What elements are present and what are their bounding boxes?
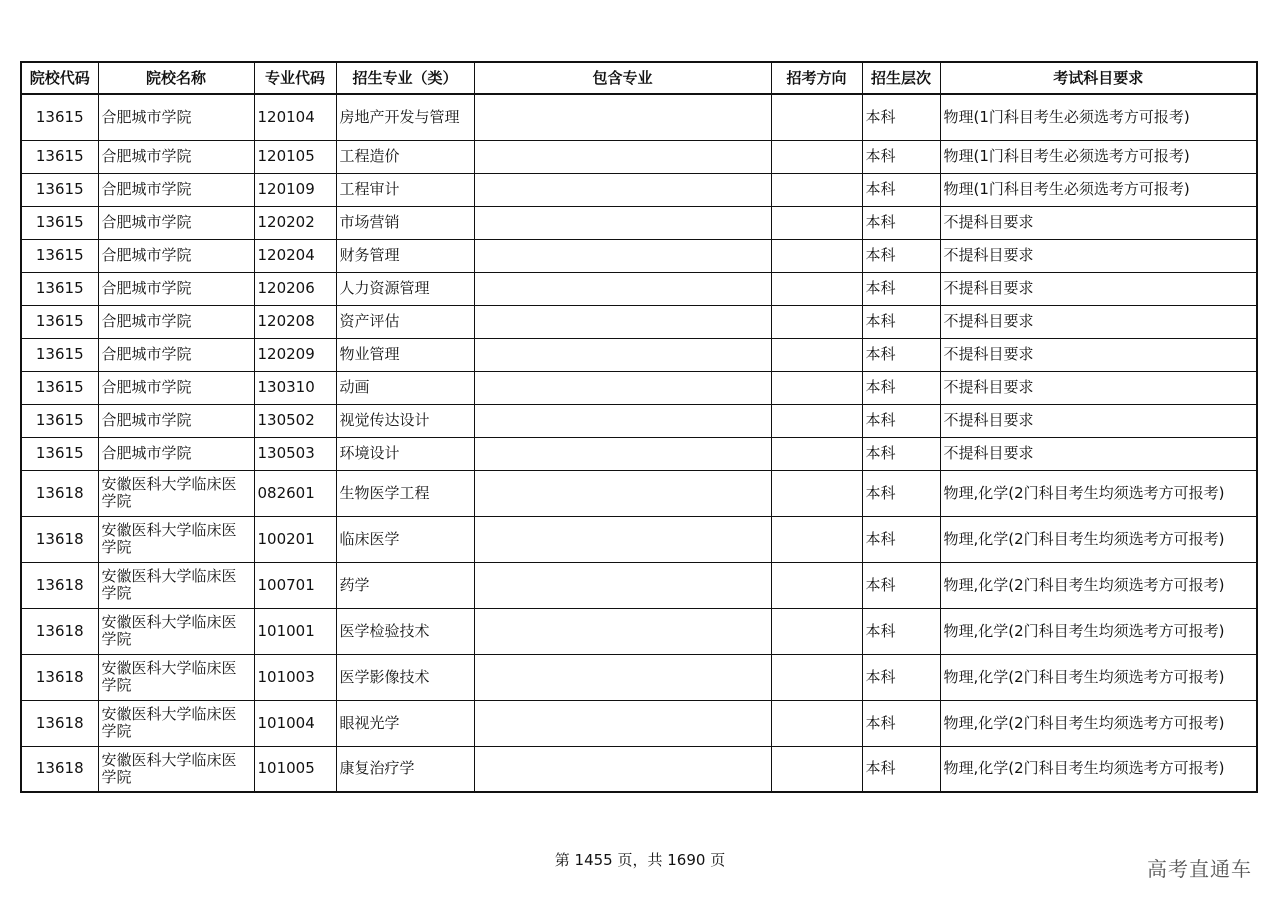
cell-level: 本科 (862, 94, 940, 140)
admission-table (20, 61, 1258, 793)
cell-level: 本科 (862, 516, 940, 562)
cell-direction (771, 700, 862, 746)
header-level: 招生层次 (862, 62, 940, 94)
cell-major-code: 101001 (254, 608, 336, 654)
cell-major: 眼视光学 (336, 700, 474, 746)
cell-school-name: 安徽医科大学临床医学院 (98, 746, 254, 792)
cell-major: 生物医学工程 (336, 470, 474, 516)
cell-major: 工程造价 (336, 140, 474, 173)
cell-direction (771, 437, 862, 470)
table-row (21, 173, 1257, 206)
table-row (21, 206, 1257, 239)
cell-school-name: 安徽医科大学临床医学院 (98, 516, 254, 562)
cell-school-name: 合肥城市学院 (98, 173, 254, 206)
cell-school-name: 合肥城市学院 (98, 404, 254, 437)
cell-requirement: 不提科目要求 (940, 239, 1257, 272)
cell-school-code: 13618 (21, 746, 98, 792)
cell-direction (771, 239, 862, 272)
cell-level: 本科 (862, 404, 940, 437)
cell-school-code: 13618 (21, 470, 98, 516)
cell-major-code: 130502 (254, 404, 336, 437)
cell-requirement: 物理,化学(2门科目考生均须选考方可报考) (940, 608, 1257, 654)
cell-included-majors (474, 206, 771, 239)
cell-major-code: 120104 (254, 94, 336, 140)
cell-school-name: 合肥城市学院 (98, 206, 254, 239)
header-requirement: 考试科目要求 (940, 62, 1257, 94)
cell-major-code: 101003 (254, 654, 336, 700)
cell-school-name: 安徽医科大学临床医学院 (98, 608, 254, 654)
cell-requirement: 物理,化学(2门科目考生均须选考方可报考) (940, 516, 1257, 562)
cell-included-majors (474, 94, 771, 140)
cell-direction (771, 140, 862, 173)
cell-level: 本科 (862, 562, 940, 608)
cell-major: 人力资源管理 (336, 272, 474, 305)
cell-level: 本科 (862, 608, 940, 654)
cell-direction (771, 608, 862, 654)
cell-school-name: 合肥城市学院 (98, 272, 254, 305)
cell-included-majors (474, 608, 771, 654)
cell-level: 本科 (862, 371, 940, 404)
header-school-name: 院校名称 (98, 62, 254, 94)
table-row (21, 272, 1257, 305)
cell-major: 视觉传达设计 (336, 404, 474, 437)
cell-requirement: 不提科目要求 (940, 272, 1257, 305)
cell-requirement: 不提科目要求 (940, 437, 1257, 470)
table-row (21, 239, 1257, 272)
cell-level: 本科 (862, 654, 940, 700)
cell-school-code: 13618 (21, 700, 98, 746)
watermark: 高考直通车 (1147, 857, 1252, 881)
cell-school-name: 安徽医科大学临床医学院 (98, 654, 254, 700)
cell-direction (771, 470, 862, 516)
cell-level: 本科 (862, 272, 940, 305)
cell-direction (771, 404, 862, 437)
cell-included-majors (474, 239, 771, 272)
cell-level: 本科 (862, 746, 940, 792)
cell-major-code: 100701 (254, 562, 336, 608)
table-row (21, 746, 1257, 792)
cell-included-majors (474, 516, 771, 562)
cell-major: 药学 (336, 562, 474, 608)
cell-school-code: 13615 (21, 94, 98, 140)
cell-major: 财务管理 (336, 239, 474, 272)
cell-major: 资产评估 (336, 305, 474, 338)
cell-major: 医学影像技术 (336, 654, 474, 700)
table-row (21, 470, 1257, 516)
cell-level: 本科 (862, 239, 940, 272)
cell-requirement: 不提科目要求 (940, 206, 1257, 239)
cell-included-majors (474, 404, 771, 437)
cell-school-code: 13618 (21, 562, 98, 608)
cell-major: 物业管理 (336, 338, 474, 371)
cell-direction (771, 94, 862, 140)
cell-included-majors (474, 437, 771, 470)
cell-school-code: 13618 (21, 608, 98, 654)
cell-requirement: 物理,化学(2门科目考生均须选考方可报考) (940, 746, 1257, 792)
cell-direction (771, 746, 862, 792)
cell-school-code: 13615 (21, 371, 98, 404)
cell-direction (771, 305, 862, 338)
header-school-code: 院校代码 (21, 62, 98, 94)
cell-major-code: 101005 (254, 746, 336, 792)
page-number: 第 1455 页，共 1690 页 (554, 851, 726, 869)
cell-school-name: 合肥城市学院 (98, 94, 254, 140)
cell-major-code: 120206 (254, 272, 336, 305)
cell-level: 本科 (862, 305, 940, 338)
cell-requirement: 物理(1门科目考生必须选考方可报考) (940, 94, 1257, 140)
cell-direction (771, 654, 862, 700)
cell-major: 工程审计 (336, 173, 474, 206)
table-row (21, 700, 1257, 746)
cell-school-code: 13615 (21, 437, 98, 470)
cell-requirement: 不提科目要求 (940, 305, 1257, 338)
cell-school-name: 合肥城市学院 (98, 371, 254, 404)
cell-major: 房地产开发与管理 (336, 94, 474, 140)
cell-major-code: 120105 (254, 140, 336, 173)
cell-major: 动画 (336, 371, 474, 404)
cell-major-code: 082601 (254, 470, 336, 516)
cell-requirement: 物理,化学(2门科目考生均须选考方可报考) (940, 470, 1257, 516)
table-row (21, 516, 1257, 562)
table-row (21, 140, 1257, 173)
cell-major-code: 120109 (254, 173, 336, 206)
table-header-row (21, 62, 1257, 94)
cell-major-code: 101004 (254, 700, 336, 746)
cell-level: 本科 (862, 338, 940, 371)
cell-major: 市场营销 (336, 206, 474, 239)
cell-included-majors (474, 700, 771, 746)
cell-major: 医学检验技术 (336, 608, 474, 654)
cell-school-code: 13615 (21, 338, 98, 371)
cell-school-code: 13615 (21, 140, 98, 173)
table-row (21, 654, 1257, 700)
cell-school-name: 合肥城市学院 (98, 239, 254, 272)
cell-requirement: 物理,化学(2门科目考生均须选考方可报考) (940, 700, 1257, 746)
table-row (21, 305, 1257, 338)
cell-major-code: 120208 (254, 305, 336, 338)
cell-school-code: 13615 (21, 272, 98, 305)
cell-level: 本科 (862, 470, 940, 516)
cell-school-code: 13615 (21, 305, 98, 338)
cell-requirement: 物理(1门科目考生必须选考方可报考) (940, 140, 1257, 173)
cell-major-code: 100201 (254, 516, 336, 562)
cell-requirement: 物理,化学(2门科目考生均须选考方可报考) (940, 654, 1257, 700)
header-direction: 招考方向 (771, 62, 862, 94)
cell-included-majors (474, 371, 771, 404)
cell-direction (771, 206, 862, 239)
cell-included-majors (474, 562, 771, 608)
cell-included-majors (474, 470, 771, 516)
cell-major-code: 120202 (254, 206, 336, 239)
cell-school-code: 13615 (21, 206, 98, 239)
table-row (21, 562, 1257, 608)
cell-level: 本科 (862, 140, 940, 173)
table-row (21, 404, 1257, 437)
cell-school-code: 13615 (21, 239, 98, 272)
cell-requirement: 不提科目要求 (940, 371, 1257, 404)
cell-direction (771, 516, 862, 562)
table-body (21, 94, 1257, 792)
table-row (21, 608, 1257, 654)
cell-school-name: 合肥城市学院 (98, 140, 254, 173)
table-row (21, 371, 1257, 404)
cell-level: 本科 (862, 700, 940, 746)
cell-school-name: 合肥城市学院 (98, 338, 254, 371)
cell-included-majors (474, 746, 771, 792)
cell-major-code: 120204 (254, 239, 336, 272)
cell-requirement: 物理,化学(2门科目考生均须选考方可报考) (940, 562, 1257, 608)
cell-major: 环境设计 (336, 437, 474, 470)
cell-requirement: 不提科目要求 (940, 404, 1257, 437)
cell-school-name: 合肥城市学院 (98, 437, 254, 470)
cell-school-code: 13615 (21, 404, 98, 437)
cell-level: 本科 (862, 173, 940, 206)
cell-requirement: 物理(1门科目考生必须选考方可报考) (940, 173, 1257, 206)
cell-included-majors (474, 654, 771, 700)
cell-included-majors (474, 338, 771, 371)
cell-direction (771, 562, 862, 608)
header-included-majors: 包含专业 (474, 62, 771, 94)
cell-included-majors (474, 173, 771, 206)
cell-school-name: 合肥城市学院 (98, 305, 254, 338)
cell-major: 临床医学 (336, 516, 474, 562)
cell-major-code: 130310 (254, 371, 336, 404)
cell-requirement: 不提科目要求 (940, 338, 1257, 371)
header-major-code: 专业代码 (254, 62, 336, 94)
cell-included-majors (474, 305, 771, 338)
table-row (21, 437, 1257, 470)
cell-major: 康复治疗学 (336, 746, 474, 792)
cell-direction (771, 371, 862, 404)
cell-major-code: 130503 (254, 437, 336, 470)
cell-direction (771, 338, 862, 371)
cell-school-code: 13618 (21, 654, 98, 700)
cell-direction (771, 272, 862, 305)
cell-level: 本科 (862, 437, 940, 470)
cell-level: 本科 (862, 206, 940, 239)
cell-included-majors (474, 272, 771, 305)
cell-major-code: 120209 (254, 338, 336, 371)
cell-school-name: 安徽医科大学临床医学院 (98, 470, 254, 516)
table-row (21, 338, 1257, 371)
header-major: 招生专业（类） (336, 62, 474, 94)
cell-school-name: 安徽医科大学临床医学院 (98, 562, 254, 608)
cell-school-code: 13615 (21, 173, 98, 206)
cell-included-majors (474, 140, 771, 173)
cell-school-code: 13618 (21, 516, 98, 562)
cell-school-name: 安徽医科大学临床医学院 (98, 700, 254, 746)
table-row (21, 94, 1257, 140)
cell-direction (771, 173, 862, 206)
